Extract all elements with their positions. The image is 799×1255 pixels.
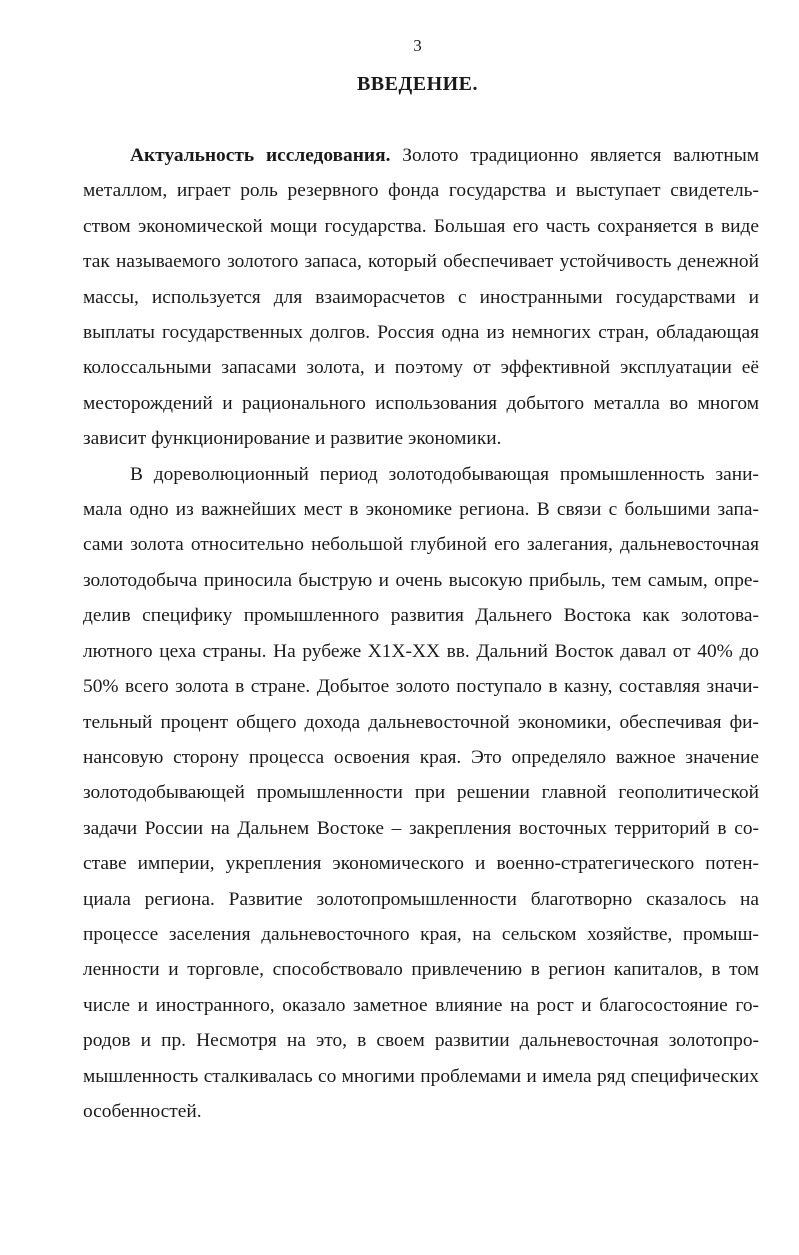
page-title: ВВЕДЕНИЕ. (356, 73, 479, 95)
paragraph-history (83, 457, 759, 1130)
section-lead-heading: Актуальность исследования. (130, 145, 391, 166)
document-body (83, 138, 759, 1129)
page-number: 3 (413, 36, 422, 55)
paragraph-text: Золото традиционно является валютным металлом, играет роль резервного фонда государства и выступает свидетельством экономической мощи государства. Большая его часть сохраняется в виде так называемого золотого запаса, который обеспечивает устойчивость денежной массы, используется для взаиморасчетов с иностранными государствами и выплаты государственных долгов. Россия одна из немногих стран, обладающая колоссальными запасами золота, и поэтому от эффективной эксплуатации её месторождений и рационального использования добытого металла во многом зависит функционирование и развитие экономики. (83, 145, 759, 450)
paragraph-text: В дореволюционный период золотодобывающая промышленность занимала одно из важнейших мест в экономике региона. В связи с большими запасами золота относительно небольшой глубиной его залегания, дальневосточная золотодобыча приносила быструю и очень высокую прибыль, тем самым, определив специфику промышленного развития Дальнего Востока как золотовалютного цеха страны. На рубеже Х1Х-ХХ вв. Дальний Восток давал от 40% до 50% всего золота в стране. Добытое золото поступало в казну, составляя значительный процент общего дохода дальневосточной экономики, обеспечивая финансовую сторону процесса освоения края. Это определяло важное значение золотодобывающей промышленности при решении главной геополитической задачи России на Дальнем Востоке – закрепления восточных территорий в составе империи, укрепления экономического и военно-стратегического потенциала региона. Развитие золотопромышленности благотворно сказалось на процессе заселения дальневосточного края, на сельском хозяйстве, промышленности и торговле, способствовало привлечению в регион капиталов, в том числе и иностранного, оказало заметное влияние на рост и благосостояние городов и пр. Несмотря на это, в своем развитии дальневосточная золотопромышленность сталкивалась со многими проблемами и имела ряд специфических особенностей. (83, 463, 759, 1122)
paragraph-relevance (83, 138, 759, 457)
